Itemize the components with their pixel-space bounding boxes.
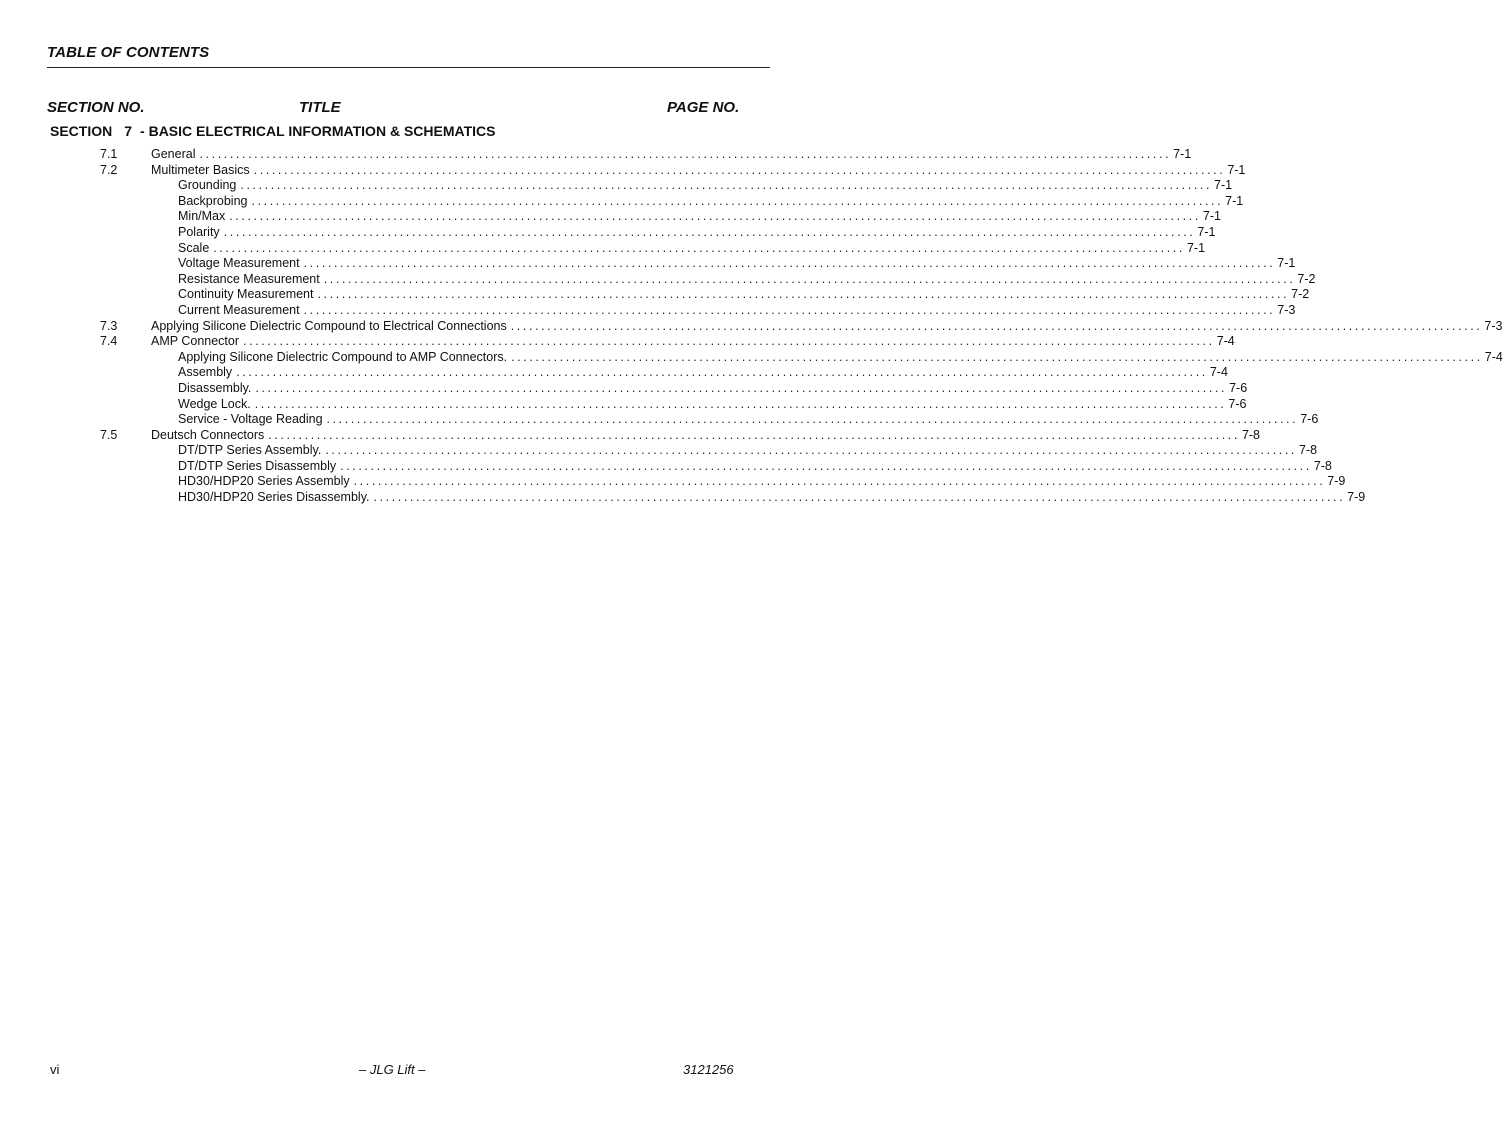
toc-entry[interactable]: [0, 318, 1503, 335]
toc-entry[interactable]: [0, 147, 1192, 163]
toc-entry-number: 7.5: [100, 427, 118, 442]
toc-entry-title[interactable]: Assembly: [178, 365, 233, 380]
toc-subentry[interactable]: [0, 287, 1310, 303]
toc-entry-page[interactable]: 7-8: [1313, 458, 1332, 473]
section-heading-title: - BASIC ELECTRICAL INFORMATION & SCHEMATICS: [140, 123, 496, 139]
toc-subentry[interactable]: [0, 396, 1247, 413]
dot-leader: ................................................................................................................................................................: [255, 380, 1228, 395]
dot-leader: ................................................................................................................................................................: [323, 271, 1296, 286]
toc-entry-title[interactable]: Disassembly.: [178, 380, 252, 395]
toc-entry-title[interactable]: Resistance Measurement: [178, 271, 320, 286]
toc-entry-title[interactable]: Grounding: [178, 178, 237, 193]
dot-leader: ................................................................................................................................................................: [199, 147, 1172, 161]
footer-brand: – JLG Lift –: [359, 1062, 426, 1077]
toc-entry-page[interactable]: 7-6: [1228, 396, 1247, 411]
toc-entry-page[interactable]: 7-8: [1299, 443, 1318, 458]
toc-subentry[interactable]: [0, 193, 1244, 210]
column-header-title: TITLE: [299, 99, 341, 116]
toc-entry-number: 7.3: [100, 318, 118, 333]
toc-entry-title[interactable]: Multimeter Basics: [151, 162, 250, 177]
toc-entry-number: 7.4: [100, 334, 118, 349]
toc-subentry[interactable]: [0, 271, 1316, 288]
toc-subentry[interactable]: [0, 380, 1248, 397]
toc-entry[interactable]: [0, 334, 1235, 350]
toc-entry-title[interactable]: DT/DTP Series Disassembly: [178, 458, 337, 473]
dot-leader: ................................................................................................................................................................: [511, 349, 1483, 364]
toc-subentry[interactable]: [0, 178, 1233, 194]
toc-entry-title[interactable]: Min/Max: [178, 209, 226, 224]
toc-entry-title[interactable]: AMP Connector: [151, 334, 240, 349]
toc-entry-title[interactable]: Service - Voltage Reading: [178, 412, 323, 427]
dot-leader: ................................................................................................................................................................: [303, 302, 1276, 317]
toc-entry-title[interactable]: General: [151, 147, 196, 161]
dot-leader: ................................................................................................................................................................: [254, 396, 1227, 411]
toc-entry-page[interactable]: 7-2: [1297, 271, 1316, 286]
toc-entry-page[interactable]: 7-1: [1214, 178, 1233, 193]
dot-leader: ................................................................................................................................................................: [251, 193, 1224, 208]
dot-leader: ................................................................................................................................................................: [325, 443, 1297, 458]
toc-subentry[interactable]: [0, 224, 1216, 241]
toc-entry-title[interactable]: HD30/HDP20 Series Disassembly.: [178, 490, 370, 505]
toc-entry-title[interactable]: DT/DTP Series Assembly.: [178, 443, 322, 458]
toc-entry-page[interactable]: 7-8: [1241, 427, 1261, 442]
header-rule: [47, 67, 770, 68]
dot-leader: ................................................................................................................................................................: [373, 490, 1346, 505]
toc-subentry[interactable]: [0, 302, 1296, 319]
toc-entry-title[interactable]: Applying Silicone Dielectric Compound to AMP Connectors.: [178, 349, 508, 364]
footer-page-number: vi: [50, 1062, 60, 1077]
dot-leader: ................................................................................................................................................................: [229, 209, 1201, 224]
toc-entry-title[interactable]: Applying Silicone Dielectric Compound to Electrical Connections: [151, 318, 507, 333]
dot-leader: ................................................................................................................................................................: [243, 334, 1215, 349]
toc-entry-number: 7.2: [100, 162, 118, 177]
toc-entry-page[interactable]: 7-1: [1197, 224, 1216, 239]
toc-entry-page[interactable]: 7-9: [1347, 490, 1366, 505]
section-heading: [50, 123, 495, 139]
dot-leader: ................................................................................................................................................................: [223, 224, 1196, 239]
dot-leader: ................................................................................................................................................................: [317, 287, 1290, 302]
toc-subentry[interactable]: [0, 365, 1228, 381]
toc-entry-page[interactable]: 7-4: [1209, 365, 1228, 380]
toc-entry-title[interactable]: Scale: [178, 240, 210, 255]
toc-subentry[interactable]: [0, 458, 1332, 475]
toc-entry[interactable]: [0, 427, 1261, 444]
toc-entry-page[interactable]: 7-6: [1300, 412, 1319, 427]
toc-entry-title[interactable]: HD30/HDP20 Series Assembly: [178, 474, 350, 489]
dot-leader: ................................................................................................................................................................: [510, 318, 1483, 333]
toc-entry-page[interactable]: 7-2: [1291, 287, 1310, 302]
dot-leader: ................................................................................................................................................................: [353, 474, 1326, 489]
toc-entry-title[interactable]: Deutsch Connectors: [151, 427, 265, 442]
toc-entry-title[interactable]: Voltage Measurement: [178, 256, 300, 271]
dot-leader: ................................................................................................................................................................: [340, 458, 1312, 473]
toc-subentry[interactable]: [0, 209, 1221, 225]
dot-leader: ................................................................................................................................................................: [268, 427, 1240, 442]
toc-entry-page[interactable]: 7-1: [1277, 256, 1296, 271]
dot-leader: ................................................................................................................................................................: [253, 162, 1226, 177]
dot-leader: ................................................................................................................................................................: [236, 365, 1208, 380]
toc-entry-page[interactable]: 7-1: [1173, 147, 1192, 161]
toc-entry-page[interactable]: 7-1: [1225, 193, 1244, 208]
toc-entry-page[interactable]: 7-3: [1277, 302, 1296, 317]
toc-entry-title[interactable]: Current Measurement: [178, 302, 300, 317]
dot-leader: ................................................................................................................................................................: [303, 256, 1276, 271]
section-number: 7: [124, 123, 133, 139]
toc-entry-title[interactable]: Backprobing: [178, 193, 248, 208]
footer-doc-number: 3121256: [683, 1062, 734, 1077]
toc-entry[interactable]: [0, 162, 1246, 179]
toc-entry-title[interactable]: Continuity Measurement: [178, 287, 314, 302]
toc-entry-title[interactable]: Wedge Lock.: [178, 396, 251, 411]
toc-subentry[interactable]: [0, 443, 1318, 459]
toc-entry-page[interactable]: 7-1: [1186, 240, 1206, 255]
column-header-page-no: PAGE NO.: [667, 99, 740, 116]
toc-entry-page[interactable]: 7-1: [1227, 162, 1246, 177]
toc-subentry[interactable]: [0, 412, 1319, 428]
toc-entry-page[interactable]: 7-3: [1484, 318, 1503, 333]
section-label: SECTION: [50, 123, 113, 139]
toc-entry-number: 7.1: [100, 147, 118, 161]
dot-leader: ................................................................................................................................................................: [213, 240, 1185, 255]
toc-subentry[interactable]: [0, 240, 1206, 257]
page-header-title: TABLE OF CONTENTS: [47, 44, 210, 61]
toc-subentry[interactable]: [0, 474, 1346, 490]
toc-subentry[interactable]: [0, 256, 1296, 272]
column-header-section-no: SECTION NO.: [47, 99, 145, 116]
dot-leader: ................................................................................................................................................................: [240, 178, 1213, 193]
toc-entry-page[interactable]: 7-4: [1216, 334, 1235, 349]
toc-entry-page[interactable]: 7-9: [1327, 474, 1346, 489]
dot-leader: ................................................................................................................................................................: [326, 412, 1299, 427]
toc-subentry[interactable]: [0, 349, 1503, 366]
toc-subentry[interactable]: [0, 490, 1366, 506]
toc-list: [0, 147, 1503, 506]
toc-entry-page[interactable]: 7-6: [1229, 380, 1248, 395]
toc-entry-title[interactable]: Polarity: [178, 224, 220, 239]
toc-entry-page[interactable]: 7-4: [1484, 349, 1503, 364]
toc-entry-page[interactable]: 7-1: [1202, 209, 1221, 224]
